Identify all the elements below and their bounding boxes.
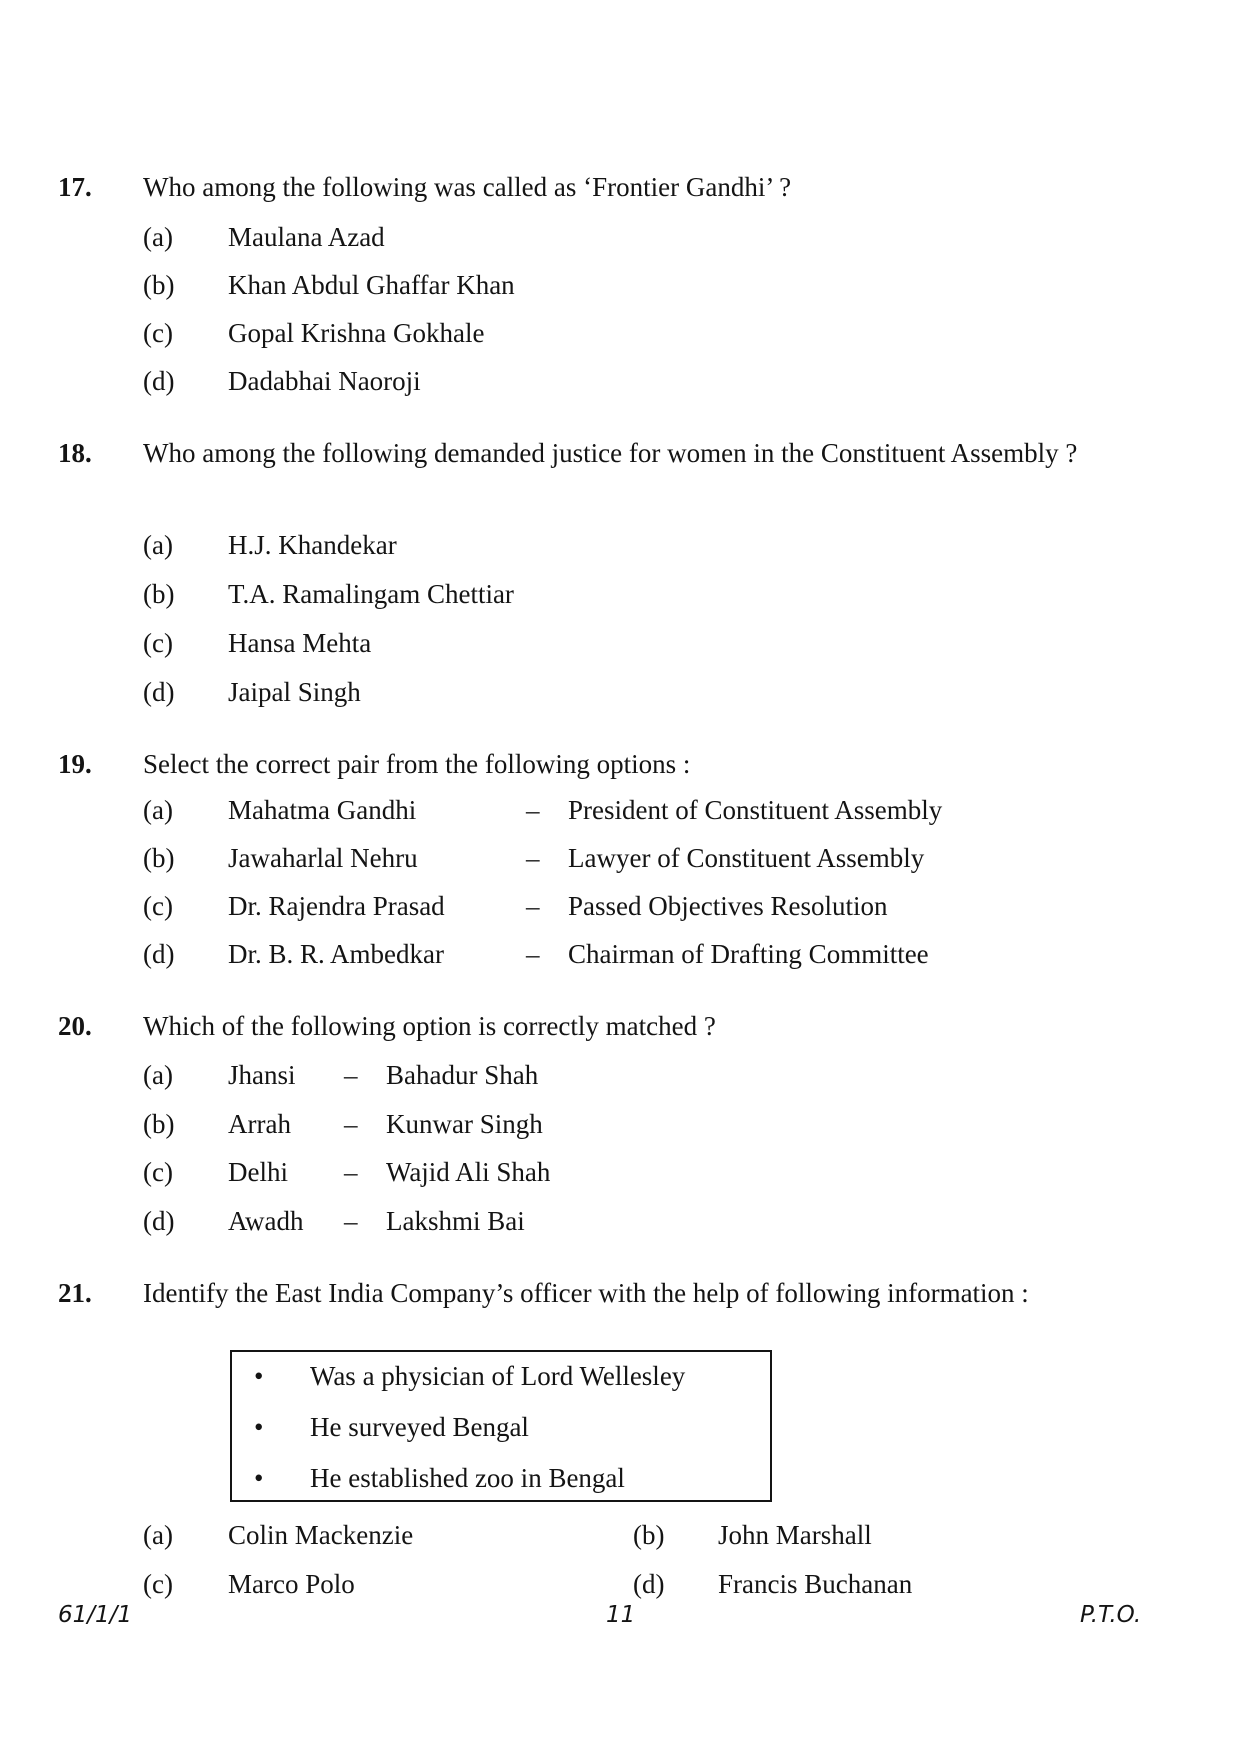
option-label: (d) — [633, 1569, 665, 1599]
option-right-text: President of Constituent Assembly — [568, 795, 943, 825]
option-text: Maulana Azad — [228, 222, 385, 252]
paper-code: 61/1/1 — [58, 1602, 133, 1628]
option-label: (b) — [633, 1520, 665, 1550]
option-label: (c) — [143, 891, 173, 921]
option-label: (a) — [143, 1520, 173, 1550]
option-left-text: Jhansi — [228, 1060, 296, 1090]
option-label: (b) — [143, 843, 175, 873]
option-text: John Marshall — [718, 1520, 872, 1550]
option-right-text: Bahadur Shah — [386, 1060, 539, 1090]
option-left-text: Dr. Rajendra Prasad — [228, 891, 445, 921]
option-text: H.J. Khandekar — [228, 530, 397, 560]
information-box — [230, 1350, 772, 1502]
option-right-text: Lakshmi Bai — [386, 1206, 525, 1236]
option-label: (b) — [143, 579, 175, 609]
info-point: He established zoo in Bengal — [310, 1463, 625, 1493]
option-left-text: Jawaharlal Nehru — [228, 843, 418, 873]
option-left-text: Delhi — [228, 1157, 288, 1187]
option-label: (a) — [143, 1060, 173, 1090]
question-number: 18. — [58, 438, 92, 468]
option-dash: – — [526, 795, 540, 825]
option-label: (c) — [143, 628, 173, 658]
option-label: (d) — [143, 677, 175, 707]
option-right-text: Kunwar Singh — [386, 1109, 543, 1139]
question-text: Identify the East India Company’s officer with the help of following information : — [143, 1278, 1029, 1308]
option-label: (a) — [143, 222, 173, 252]
bullet-icon: • — [254, 1361, 264, 1391]
option-text: Colin Mackenzie — [228, 1520, 414, 1550]
bullet-icon: • — [254, 1463, 264, 1493]
option-text: Hansa Mehta — [228, 628, 372, 658]
option-label: (a) — [143, 530, 173, 560]
option-label: (b) — [143, 270, 175, 300]
pto-note: P.T.O. — [1080, 1602, 1142, 1628]
option-dash: – — [344, 1157, 358, 1187]
question-text: Which of the following option is correctly matched ? — [143, 1011, 716, 1041]
option-text: T.A. Ramalingam Chettiar — [228, 579, 514, 609]
option-text: Khan Abdul Ghaffar Khan — [228, 270, 515, 300]
option-dash: – — [526, 939, 540, 969]
info-point: Was a physician of Lord Wellesley — [310, 1361, 686, 1391]
option-label: (b) — [143, 1109, 175, 1139]
option-label: (d) — [143, 366, 175, 396]
question-text: Select the correct pair from the following options : — [143, 749, 691, 779]
option-right-text: Wajid Ali Shah — [386, 1157, 551, 1187]
option-dash: – — [526, 843, 540, 873]
option-left-text: Mahatma Gandhi — [228, 795, 417, 825]
option-label: (d) — [143, 1206, 175, 1236]
option-label: (d) — [143, 939, 175, 969]
page-number: 11 — [606, 1602, 636, 1628]
question-number: 20. — [58, 1011, 92, 1041]
option-text: Gopal Krishna Gokhale — [228, 318, 485, 348]
option-text: Francis Buchanan — [718, 1569, 913, 1599]
option-label: (c) — [143, 1569, 173, 1599]
info-point: He surveyed Bengal — [310, 1412, 529, 1442]
question-number: 17. — [58, 172, 92, 202]
option-left-text: Awadh — [228, 1206, 304, 1236]
option-dash: – — [344, 1060, 358, 1090]
option-text: Dadabhai Naoroji — [228, 366, 421, 396]
question-number: 19. — [58, 749, 92, 779]
question-number: 21. — [58, 1278, 92, 1308]
question-text: Who among the following demanded justice for women in the Constituent Assembly ? — [143, 438, 1078, 468]
option-text: Marco Polo — [228, 1569, 355, 1599]
option-label: (a) — [143, 795, 173, 825]
option-left-text: Arrah — [228, 1109, 291, 1139]
option-text: Jaipal Singh — [228, 677, 361, 707]
option-right-text: Lawyer of Constituent Assembly — [568, 843, 925, 873]
option-dash: – — [344, 1206, 358, 1236]
option-label: (c) — [143, 318, 173, 348]
option-left-text: Dr. B. R. Ambedkar — [228, 939, 444, 969]
option-right-text: Passed Objectives Resolution — [568, 891, 888, 921]
option-label: (c) — [143, 1157, 173, 1187]
bullet-icon: • — [254, 1412, 264, 1442]
option-dash: – — [344, 1109, 358, 1139]
option-right-text: Chairman of Drafting Committee — [568, 939, 929, 969]
option-dash: – — [526, 891, 540, 921]
question-text: Who among the following was called as ‘Frontier Gandhi’ ? — [143, 172, 792, 202]
